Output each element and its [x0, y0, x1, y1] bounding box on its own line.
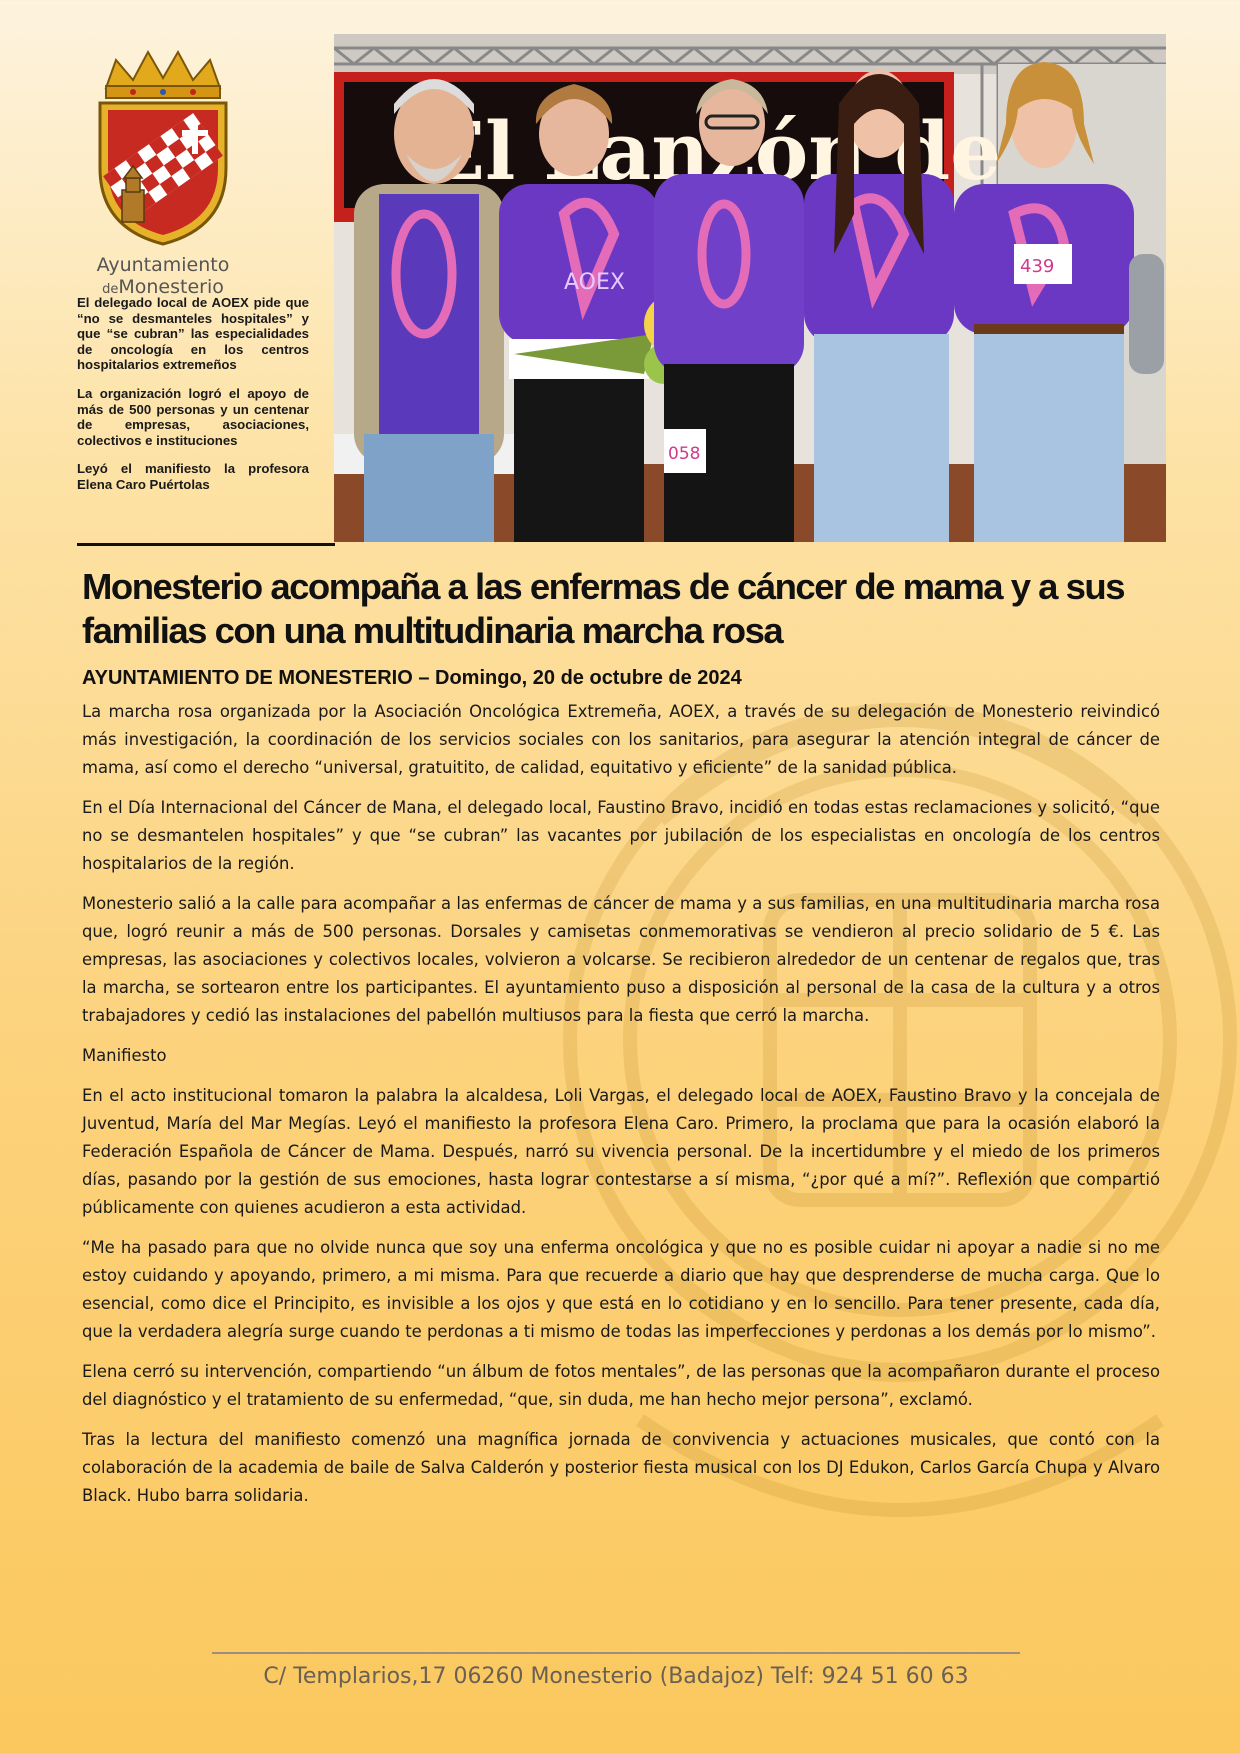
sidebar-item: El delegado local de AOEX pide que “no se desmanteles hospitales” y que “se cubran” las especialidades de oncología en los centros hospitalarios extremeños — [77, 295, 309, 373]
article-headline: Monesterio acompaña a las enfermas de cáncer de mama y a sus familias con una multitudinaria marcha rosa — [82, 566, 1125, 651]
photo-bib-number: 439 — [1020, 256, 1055, 277]
divider-rule — [77, 543, 335, 546]
photo-banner-text: Lanzón de — [543, 104, 1002, 198]
article — [82, 565, 1160, 1522]
logo-line-2-name: Monesterio — [118, 276, 224, 298]
article-paragraph: Elena cerró su intervención, compartiendo “un álbum de fotos mentales”, de las personas que la acompañaron durante el proceso del diagnóstico y el tratamiento de su enfermedad, “que, sin duda, me han hecho mejor persona”, exclamó. — [82, 1362, 1160, 1409]
group-photo — [334, 34, 1166, 542]
sidebar-summary — [77, 295, 309, 506]
municipal-logo — [88, 48, 238, 301]
article-paragraph: En el Día Internacional del Cáncer de Mana, el delegado local, Faustino Bravo, incidió en todas estas reclamaciones y solicitó, “que no se desmantelen hospitales” y que “se cubran” las vacantes por jubilación de los especialistas en oncología de los centros hospitalarios de la región. — [82, 798, 1160, 873]
article-paragraph: “Me ha pasado para que no olvide nunca que soy una enferma oncológica y que no es posible cuidar ni apoyar a nadie si no me estoy cuidando y apoyando, primero, a mi misma. Para que recuerde a diario que hay que desprenderse de mucha carga. Que lo esencial, como dice el Principito, es invisible a los ojos y que está en lo cotidiano y en lo sencillo. Para tener presente, cada día, que la verdadera alegría surge cuando te perdonas a ti mismo de todas las imperfecciones y perdonas a los demás por lo mismo”. — [82, 1238, 1160, 1341]
article-paragraph: Tras la lectura del manifiesto comenzó una magnífica jornada de convivencia y actuaciones musicales, que contó con la colaboración de la academia de baile de Salva Calderón y posterior fiesta musical con los DJ Edukon, Carlos García Chupa y Alvaro Black. Hubo barra solidaria. — [82, 1430, 1160, 1505]
article-paragraph: La marcha rosa organizada por la Asociación Oncológica Extremeña, AOEX, a través de su delegación de Monesterio reivindicó más investigación, la coordinación de los servicios sociales con los sanitarios, para asegurar la atención integral de cáncer de mama, así como el derecho “universal, gratuitito, de calidad, equitativo y eficiente” de la sanidad pública. — [82, 702, 1160, 777]
logo-line-1: Ayuntamiento — [96, 254, 230, 276]
photo-shirt-logo: AOEX — [564, 270, 625, 295]
footer-address: C/ Templarios,17 06260 Monesterio (Badajoz) Telf: 924 51 60 63 — [263, 1664, 969, 1689]
article-paragraph: Monesterio salió a la calle para acompañar a las enfermas de cáncer de mama y a sus familias, en una multitudinaria marcha rosa que, logró reunir a más de 500 personas. Dorsales y camisetas conmemorativas se vendieron al precio solidario de 5 €. Las empresas, las asociaciones y colectivos locales, volvieron a volcarse. Se recibieron alrededor de un centenar de regalos que, tras la marcha, se sortearon entre los participantes. El ayuntamiento puso a disposición al personal de la casa de la cultura y a otros trabajadores y cedió las instalaciones del pabellón multiusos para la fiesta que cerró la marcha. — [82, 894, 1160, 1025]
article-dateline: AYUNTAMIENTO DE MONESTERIO – Domingo, 20 de octubre de 2024 — [82, 667, 742, 689]
sidebar-item: Leyó el manifiesto la profesora Elena Caro Puértolas — [77, 461, 309, 492]
article-body — [82, 698, 1160, 1510]
photo-bib-number: 058 — [668, 444, 701, 464]
group-photo-illustration — [334, 34, 1166, 542]
article-subheading: Manifiesto — [82, 1046, 167, 1065]
logo-line-2-prefix: de — [102, 282, 119, 297]
article-paragraph: En el acto institucional tomaron la palabra la alcaldesa, Loli Vargas, el delegado local de AOEX, Faustino Bravo y la concejala de Juventud, María del Mar Megías. Leyó el manifiesto la profesora Elena Caro. Primero, la proclama que para la ocasión elaboró la Federación Española de Cáncer de Mama. Después, narró su vivencia personal. De la incertidumbre y el miedo de los primeros días, pasando por la gestión de sus emociones, hasta lograr contestarse a sí misma, “¿por qué a mí?”. Reflexión que compartió públicamente con quienes acudieron a esta actividad. — [82, 1086, 1160, 1217]
footer-divider — [212, 1652, 1020, 1654]
sidebar-item: La organización logró el apoyo de más de 500 personas y un centenar de empresas, asociaciones, colectivos e instituciones — [77, 385, 309, 448]
coat-of-arms-icon — [88, 48, 238, 248]
